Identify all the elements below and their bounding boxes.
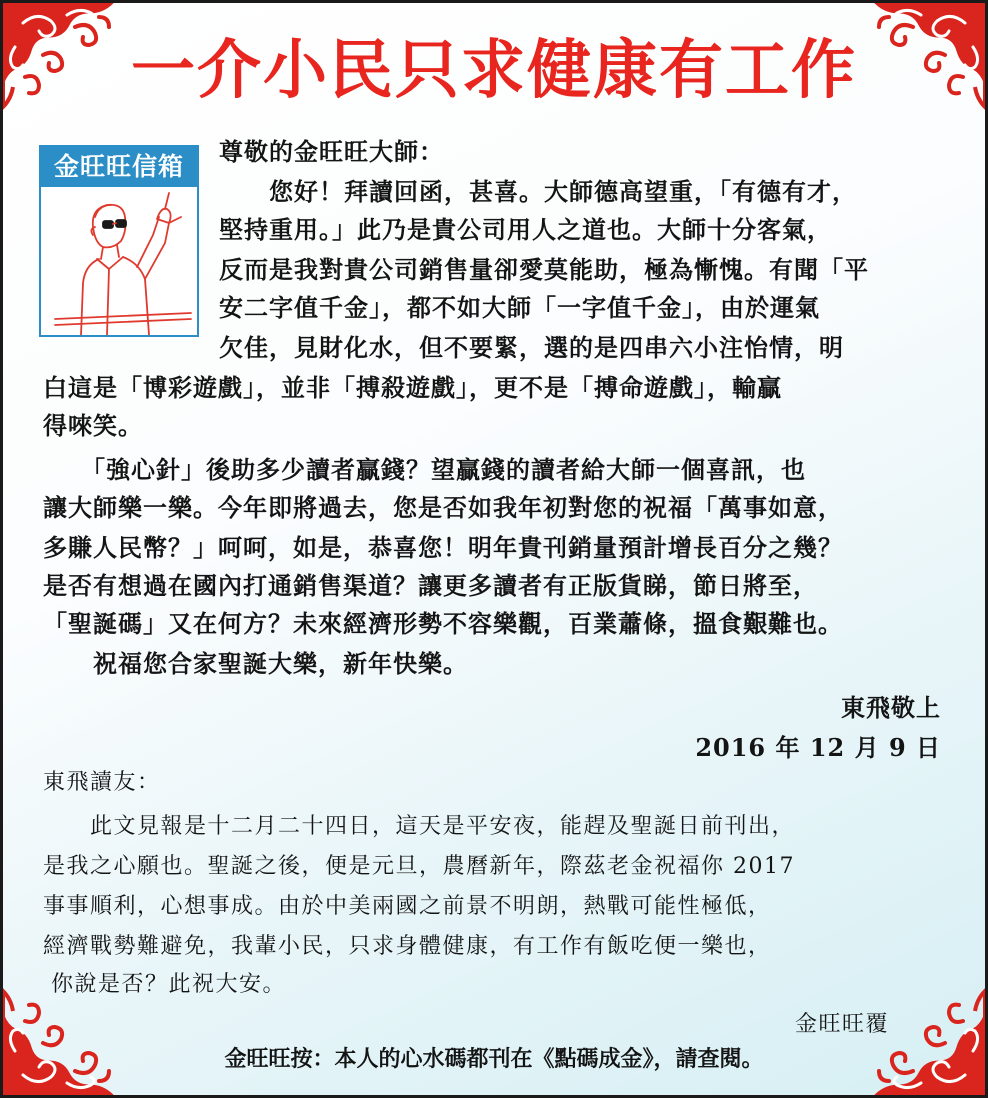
letter-line: 多賺人民幣？」呵呵，如是，恭喜您！明年貴刊銷量預計增長百分之幾？ <box>43 533 843 562</box>
letter-line: 「強心針」後助多少讀者贏錢？望贏錢的讀者給大師一個喜訊，也 <box>43 455 806 484</box>
corner-ornament-top-right <box>867 3 985 121</box>
letter-signature: 東飛敬上 <box>841 693 941 722</box>
corner-ornament-top-left <box>3 3 121 121</box>
letter-line: 得唻笑。 <box>43 411 143 440</box>
reply-signature: 金旺旺覆 <box>794 1012 889 1037</box>
pointing-man-illustration-icon <box>41 187 197 335</box>
letter-line: 「聖誕碼」又在何方？未來經濟形勢不容樂觀，百業蕭條，搵食艱難也。 <box>43 609 843 638</box>
reply-line: 是我之心願也。聖誕之後，便是元旦，農曆新年，際茲老金祝福你 2017 <box>43 854 795 879</box>
reply-salutation: 東飛讀友： <box>43 770 161 795</box>
column-logo <box>39 145 199 337</box>
letter-line: 欠佳，見財化水，但不要緊，選的是四串六小注怡情，明 <box>219 333 844 362</box>
reply-line: 此文見報是十二月二十四日，這天是平安夜，能趕及聖誕日前刊出， <box>43 814 796 839</box>
letter-line: 是否有想過在國內打通銷售渠道？讓更多讀者有正版貨睇，節日將至， <box>43 571 818 600</box>
letter-line: 反而是我對貴公司銷售量卻愛莫能助，極為慚愧。有聞「平 <box>219 255 869 284</box>
reply-line: 事事順利，心想事成。由於中美兩國之前景不明朗，熱戰可能性極低， <box>43 894 772 919</box>
reply-line: 你說是否？此祝大安。 <box>51 972 287 997</box>
letter-line: 讓大師樂一樂。今年即將過去，您是否如我年初對您的祝福「萬事如意， <box>43 493 843 522</box>
letter-line: 白這是「博彩遊戲」，並非「搏殺遊戲」，更不是「搏命遊戲」，輸贏 <box>43 373 782 402</box>
footer-note: 金旺旺按：本人的心水碼都刊在《點碼成金》，請查閱。 <box>224 1047 764 1072</box>
letter-line: 您好！拜讀回函，甚喜。大師德高望重，「有德有才， <box>219 177 857 206</box>
letter-date: 2016 年 12 月 9 日 <box>695 733 941 762</box>
reply-line: 經濟戰勢難避免，我輩小民，只求身體健康，有工作有飯吃便一樂也， <box>43 934 772 959</box>
letter-line: 堅持重用。」此乃是貴公司用人之道也。大師十分客氣， <box>219 215 832 244</box>
letter-line: 安二字值千金」，都不如大師「一字值千金」，由於運氣 <box>219 293 820 322</box>
column-name: 金旺旺信箱 <box>41 147 197 187</box>
headline: 一介小民只求健康有工作 <box>131 34 857 108</box>
cloud-ornament-icon <box>3 3 121 121</box>
letter-line: 祝福您合家聖誕大樂，新年快樂。 <box>43 649 468 678</box>
letter-salutation: 尊敬的金旺旺大師： <box>219 137 444 166</box>
cloud-ornament-icon <box>867 3 985 121</box>
